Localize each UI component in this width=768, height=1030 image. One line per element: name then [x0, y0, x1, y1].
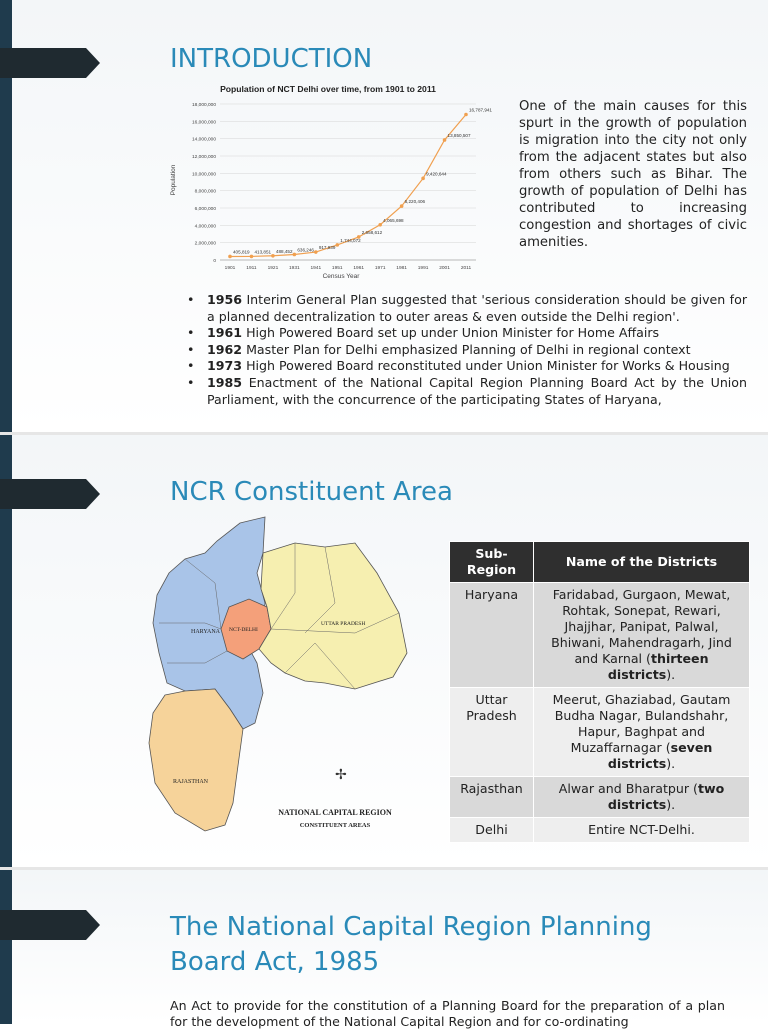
history-bullet-list	[187, 292, 747, 408]
table-cell-region: Uttar Pradesh	[450, 688, 534, 777]
chart-x-axis-label: Census Year	[322, 273, 360, 280]
y-tick-label: 6,000,000	[194, 207, 216, 212]
y-tick-label: 18,000,000	[191, 103, 216, 108]
chart-y-tick-labels	[192, 102, 216, 264]
slide-ncr-constituent-area	[0, 435, 768, 867]
data-point	[271, 254, 275, 258]
chart-title: Population of NCT Delhi over time, from 1901 to 2011	[220, 84, 436, 94]
table-row	[450, 777, 750, 818]
migration-paragraph: One of the main causes for this spurt in the growth of population is migration into the city not only from the adjacent states but also from others such as Bihar. The growth of population of Delhi has contributed to increasing congestion and shortages of civic amenities.	[519, 99, 747, 250]
x-tick-label: 1901	[224, 266, 236, 271]
bullet-year: 1985	[207, 374, 243, 390]
y-tick-label: 8,000,000	[194, 189, 216, 195]
list-item	[187, 342, 747, 359]
slide-ncr-planning-board-act	[0, 870, 768, 1029]
slide-title: NCR Constituent Area	[170, 477, 453, 507]
data-label: 4,065,698	[383, 217, 404, 223]
slide-title: INTRODUCTION	[170, 44, 373, 74]
bullet-text: Master Plan for Delhi emphasized Planning of Delhi in regional context	[242, 341, 691, 357]
bullet-year: 1962	[207, 341, 243, 357]
slide-stripe	[0, 870, 12, 1024]
data-label: 9,420,644	[426, 171, 447, 177]
bullet-text: High Powered Board set up under Union Minister for Home Affairs	[242, 325, 660, 341]
table-row	[450, 688, 750, 777]
data-point	[228, 255, 232, 259]
table-header-cell: Name of the Districts	[534, 542, 750, 583]
x-tick-label: 1911	[246, 266, 257, 271]
list-item	[187, 375, 747, 408]
table-row	[450, 818, 750, 843]
y-tick-label: 10,000,000	[191, 172, 216, 178]
x-tick-label: 1971	[374, 266, 386, 271]
x-tick-label: 1951	[331, 266, 343, 271]
y-tick-label: 0	[213, 259, 216, 264]
data-label: 917,939	[318, 245, 336, 251]
districts-table	[449, 541, 750, 843]
north-arrow-icon: ✢	[335, 767, 347, 783]
data-point	[421, 177, 425, 181]
map-label-up: UTTAR PRADESH	[321, 621, 366, 627]
table-cell-districts: Entire NCT-Delhi.	[534, 818, 750, 843]
map-caption-sub: CONSTITUENT AREAS	[299, 822, 371, 829]
y-tick-label: 2,000,000	[194, 241, 216, 247]
table-cell-region: Haryana	[450, 583, 534, 688]
data-label: 2,658,612	[361, 229, 383, 235]
x-tick-label: 2011	[460, 266, 472, 271]
map-region-up	[259, 543, 407, 689]
bullet-year: 1973	[207, 358, 243, 374]
table-header-cell: Sub-Region	[450, 542, 534, 583]
data-point	[335, 243, 339, 247]
y-tick-label: 12,000,000	[191, 155, 216, 160]
chart-y-axis-label: Population	[170, 164, 177, 196]
y-tick-label: 4,000,000	[194, 224, 216, 230]
slide-arrow-marker	[0, 910, 100, 940]
data-label: 16,787,941	[469, 107, 492, 113]
data-point	[314, 250, 318, 254]
x-tick-label: 1981	[396, 266, 407, 271]
list-item	[187, 325, 747, 342]
table-cell-region: Rajasthan	[450, 777, 534, 818]
x-tick-label: 1931	[289, 266, 300, 271]
slide-introduction	[0, 0, 768, 432]
data-point	[443, 138, 447, 142]
table-cell-districts: Alwar and Bharatpur (two districts).	[534, 777, 750, 818]
table-header-row	[450, 542, 750, 583]
series-points	[228, 113, 468, 259]
data-label: 6,220,406	[404, 199, 426, 205]
map-label-haryana: HARYANA	[191, 629, 221, 635]
map-label-delhi: NCT-DELHI	[229, 627, 258, 633]
x-tick-label: 1961	[353, 266, 365, 271]
table-cell-districts: Meerut, Ghaziabad, Gautam Budha Nagar, Bulandshahr, Hapur, Baghpat and Muzaffarnagar (seven districts).	[534, 688, 750, 777]
map-label-rajasthan: RAJASTHAN	[173, 779, 209, 785]
data-point	[464, 113, 468, 117]
x-tick-label: 2001	[439, 266, 450, 271]
map-caption: NATIONAL CAPITAL REGION	[278, 808, 392, 817]
slide-arrow-marker	[0, 479, 100, 509]
bullet-year: 1961	[207, 325, 243, 341]
series-line	[230, 115, 466, 257]
y-tick-label: 14,000,000	[191, 137, 216, 143]
act-description: An Act to provide for the constitution of a Planning Board for the preparation of a plan for the development of the National Capital Region and for co-ordinating	[170, 998, 725, 1029]
x-tick-label: 1991	[417, 266, 429, 271]
chart-x-tick-labels	[225, 265, 472, 271]
data-point	[293, 253, 297, 257]
data-label: 488,452	[275, 248, 293, 254]
list-item	[187, 358, 747, 375]
x-tick-label: 1941	[310, 266, 322, 271]
bullet-year: 1956	[207, 292, 243, 307]
data-label: 1,744,072	[340, 237, 361, 243]
data-point	[400, 204, 404, 208]
data-label: 405,819	[233, 249, 250, 255]
chart-gridlines	[220, 104, 476, 260]
population-line-chart	[168, 82, 492, 282]
bullet-text: High Powered Board reconstituted under Union Minister for Works & Housing	[242, 358, 730, 374]
x-tick-label: 1921	[267, 266, 279, 271]
data-point	[378, 223, 382, 227]
table-row	[450, 583, 750, 688]
data-point	[250, 255, 254, 259]
bullet-text: Enactment of the National Capital Region Planning Board Act by the Union Parliament, with the concurrence of the participating States of Haryana,	[207, 374, 747, 407]
table-cell-region: Delhi	[450, 818, 534, 843]
ncr-map	[145, 513, 435, 843]
data-label: 13,850,507	[447, 132, 471, 138]
slide-title: The National Capital Region Planning Board Act, 1985	[170, 912, 652, 977]
slide-arrow-marker	[0, 48, 100, 78]
y-tick-label: 16,000,000	[191, 120, 216, 126]
map-region-rajasthan	[149, 689, 243, 831]
list-item	[187, 292, 747, 325]
data-label: 636,246	[297, 247, 314, 253]
table-cell-districts: Faridabad, Gurgaon, Mewat, Rohtak, Sonepat, Rewari, Jhajjhar, Panipat, Palwal, Bhiwani, Mahendragarh, Jind and Karnal (thirteen districts).	[534, 583, 750, 688]
data-label: 413,851	[254, 249, 272, 255]
bullet-text: Interim General Plan suggested that 'serious consideration should be given for a planned decentralization to outer areas & even outside the Delhi region'.	[207, 292, 747, 324]
